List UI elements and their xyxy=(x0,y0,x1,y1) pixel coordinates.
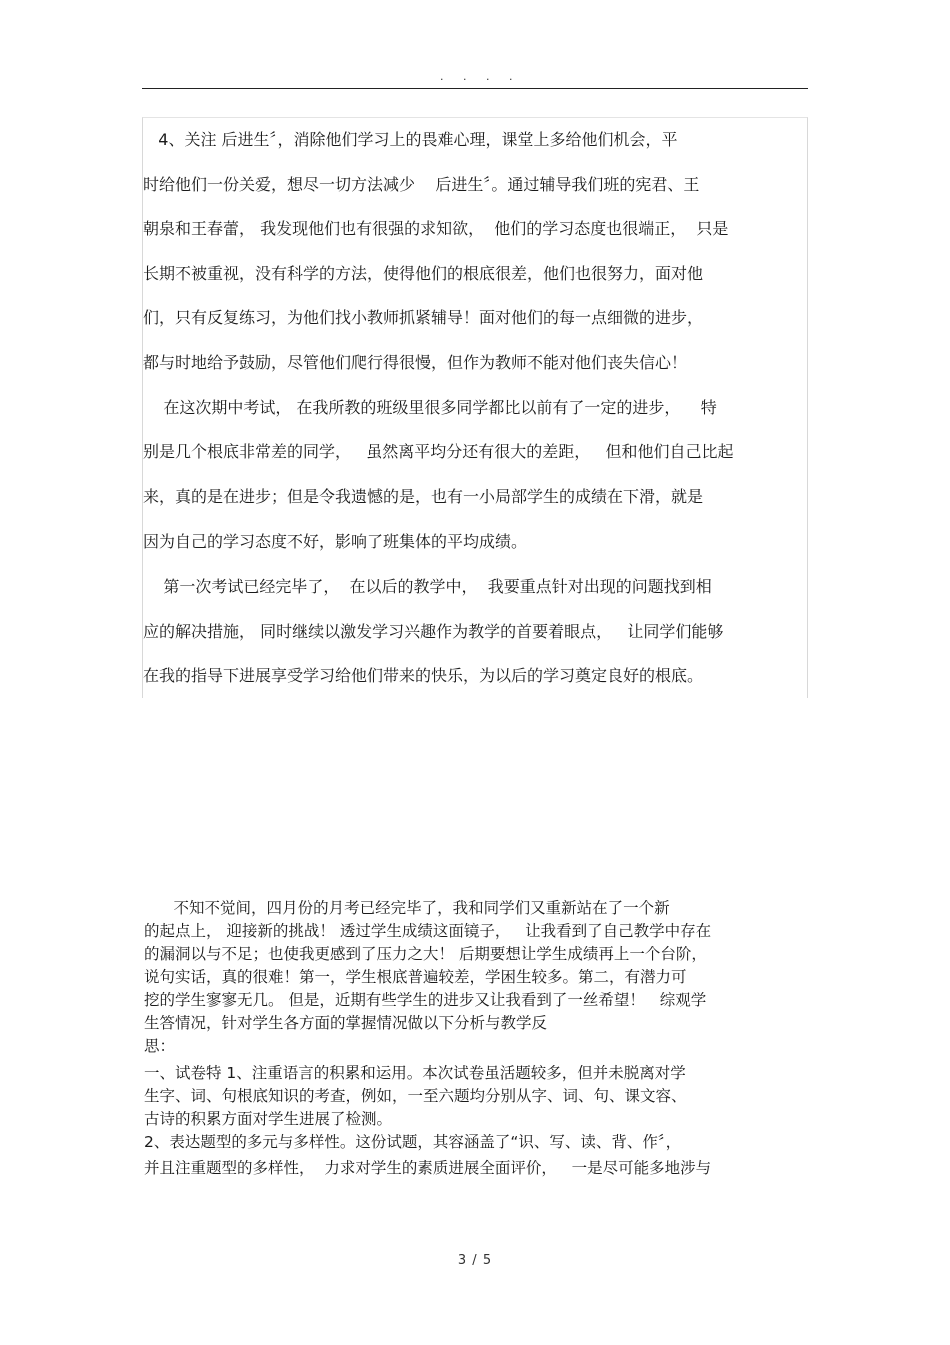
box-line: 来，真的是在进步；但是令我遗憾的是，也有一小局部学生的成绩在下滑，就是 xyxy=(143,487,704,506)
paragraph-line: 生字、词、句根底知识的考查，例如，一至六题均分别从字、词、句、课文容、 xyxy=(144,1087,687,1105)
paragraph-line: 古诗的积累方面对学生进展了检测。 xyxy=(144,1110,393,1128)
header-rule xyxy=(142,88,808,89)
paragraph-line: 2、表达题型的多元与多样性。这份试题，其容涵盖了“识、写、读、背、作〞， xyxy=(144,1133,682,1151)
page-number: 3 / 5 xyxy=(457,1253,493,1268)
box-line: 都与时地给予鼓励，尽管他们爬行得很慢，但作为教师不能对他们丧失信心！ xyxy=(143,353,688,372)
paragraph-line: 一、试卷特 1、注重语言的积累和运用。本次试卷虽活题较多，但并未脱离对学 xyxy=(144,1064,686,1082)
box-line: 别是几个根底非常差的同学， 虽然离平均分还有很大的差距， 但和他们自己比起 xyxy=(143,442,734,461)
box-line: 在我的指导下进展享受学习给他们带来的快乐，为以后的学习奠定良好的根底。 xyxy=(143,666,704,685)
paragraph-line: 并且注重题型的多样性， 力求对学生的素质进展全面评价， 一是尽可能多地涉与 xyxy=(144,1159,712,1177)
box-line: 时给他们一份关爱，想尽一切方法减少 后进生〞。通过辅导我们班的宪君、王 xyxy=(143,175,700,194)
header-dots: . . . . xyxy=(440,70,521,83)
box-line: 在这次期中考试， 在我所教的班级里很多同学都比以前有了一定的进步， 特 xyxy=(143,398,717,417)
box-line: 应的解决措施， 同时继续以激发学习兴趣作为教学的首要着眼点， 让同学们能够 xyxy=(143,622,724,641)
paragraph-line: 的起点上， 迎接新的挑战！ 透过学生成绩这面镜子， 让我看到了自己教学中存在 xyxy=(144,922,712,940)
box-line: 因为自己的学习态度不好，影响了班集体的平均成绩。 xyxy=(143,532,528,551)
box-line: 第一次考试已经完毕了， 在以后的教学中， 我要重点针对出现的问题找到相 xyxy=(143,577,712,596)
text-box xyxy=(142,117,808,698)
paragraph-line: 生答情况，针对学生各方面的掌握情况做以下分析与教学反 xyxy=(144,1014,548,1032)
paragraph-line: 思： xyxy=(144,1037,176,1055)
paragraph-line: 挖的学生寥寥无几。 但是，近期有些学生的进步又让我看到了一丝希望！ 综观学 xyxy=(144,991,707,1009)
paragraph-line: 不知不觉间，四月份的月考已经完毕了，我和同学们又重新站在了一个新 xyxy=(144,899,670,917)
box-line: 们，只有反复练习，为他们找小教师抓紧辅导！面对他们的每一点细微的进步， xyxy=(143,308,704,327)
paragraph-line: 说句实话，真的很难！第一，学生根底普遍较差，学困生较多。第二，有潜力可 xyxy=(144,968,687,986)
box-line: 4、关注 后进生〞，消除他们学习上的畏难心理，课堂上多给他们机会，平 xyxy=(143,130,678,149)
paragraph-line: 的漏洞以与不足；也使我更感到了压力之大！ 后期要想让学生成绩再上一个台阶， xyxy=(144,945,707,963)
box-line: 长期不被重视，没有科学的方法，使得他们的根底很差，他们也很努力，面对他 xyxy=(143,264,704,283)
box-line: 朝泉和王春蕾， 我发现他们也有很强的求知欲， 他们的学习态度也很端正， 只是 xyxy=(143,219,729,238)
